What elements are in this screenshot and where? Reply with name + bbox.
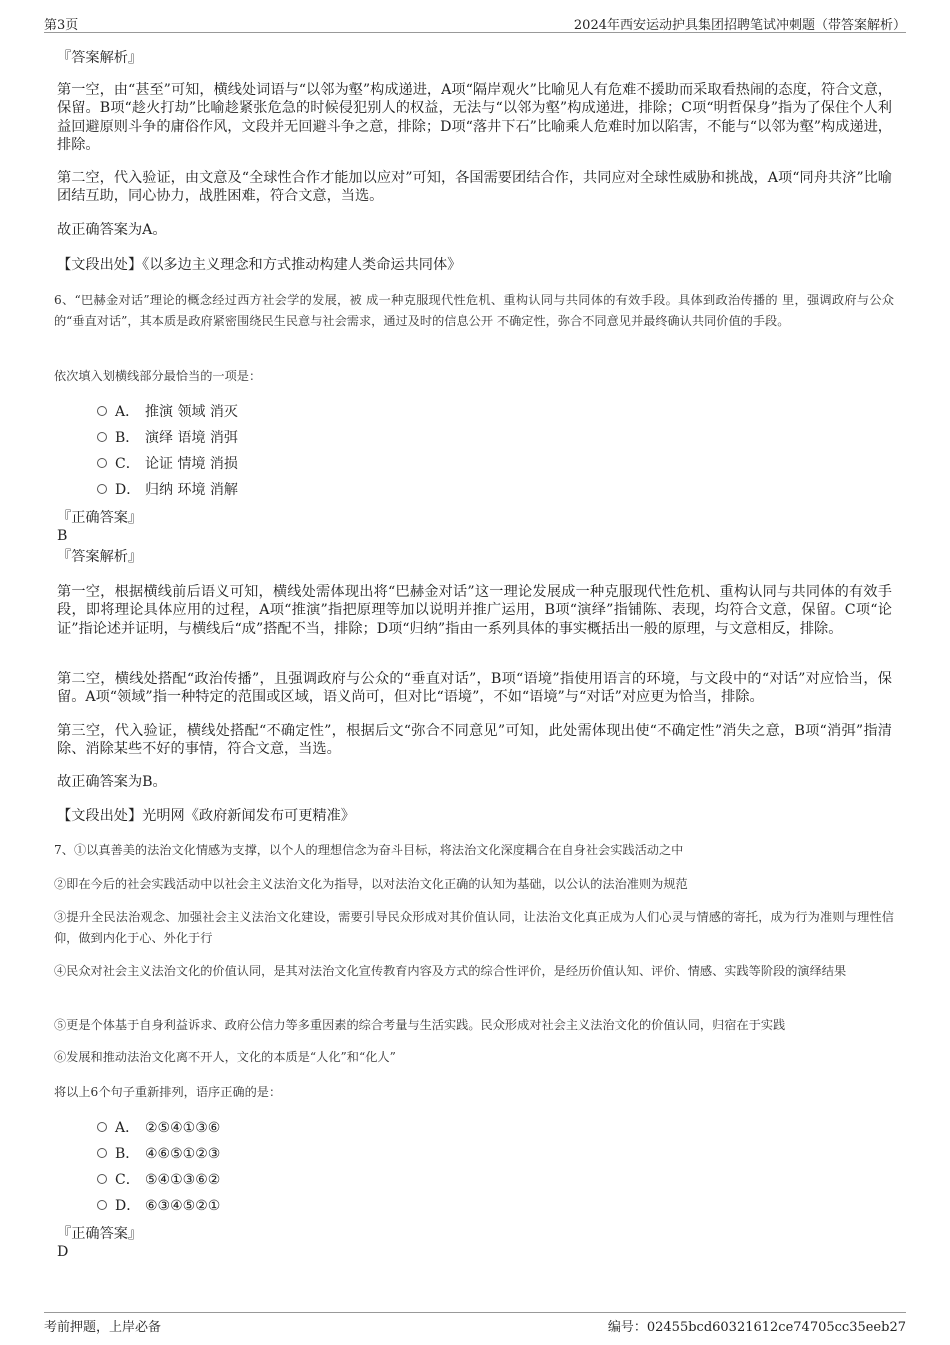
q6-option-b[interactable]: B． 演绎 语境 消弭 (97, 429, 238, 447)
q7-option-d[interactable]: D． ⑥③④⑤②① (97, 1197, 220, 1215)
q7-sentence-4: ④民众对社会主义法治文化的价值认同，是其对法治文化宣传教育内容及方式的综合性评价，是经历价值认知、评价、情感、实践等阶段的演绎结果 (54, 964, 847, 978)
q7-sentence-1: 7、①以真善美的法治文化情感为支撑，以个人的理想信念为奋斗目标，将法治文化深度耦合在自身社会实践活动之中 (54, 843, 684, 857)
q5-analysis-label: 『答案解析』 (57, 50, 143, 66)
q6-analysis-paragraph-1: 第一空，根据横线前后语义可知，横线处需体现出将“巴赫金对话”这一理论发展成一种克服现代性危机、重构认同与共同体的有效手段，即将理论具体应用的过程，A项“推演”指把原理等加以说明并推广运用，B项“演绎”指铺陈、表现，均符合文意，保留。C项“论证”指论述并证明，与横线后“成”搭配不当，排除；D项“归纳”指由一系列具体的事实概括出一般的原理，与文意相反，排除。 (57, 584, 892, 637)
q7-correct-label: 『正确答案』 (57, 1226, 143, 1242)
radio-icon[interactable] (97, 1122, 107, 1132)
q7-option-b[interactable]: B． ④⑥⑤①②③ (97, 1145, 220, 1163)
q5-source: 【文段出处】《以多边主义理念和方式推动构建人类命运共同体》 (57, 257, 462, 273)
page-header (44, 12, 906, 33)
radio-icon[interactable] (97, 1200, 107, 1210)
q5-analysis-paragraph-1: 第一空，由“甚至”可知，横线处词语与“以邻为壑”构成递进，A项“隔岸观火”比喻见人有危难不援助而采取看热闹的态度，符合文意，保留。B项“趁火打劫”比喻趁紧张危急的时候侵犯别人的权益，无法与“以邻为壑”构成递进，排除；C项“明哲保身”指为了保住个人利益回避原则斗争的庸俗作风，文段并无回避斗争之意，排除；D项“落井下石”比喻乘人危难时加以陷害，不能与“以邻为壑”构成递进，排除。 (57, 82, 892, 154)
radio-icon[interactable] (97, 432, 107, 442)
radio-icon[interactable] (97, 458, 107, 468)
q5-conclusion: 故正确答案为A。 (57, 222, 167, 238)
q6-analysis-paragraph-3: 第三空，代入验证，横线处搭配“不确定性”，根据后文“弥合不同意见”可知，此处需体现出使“不确定性”消失之意，B项“消弭”指清除、消除某些不好的事情，符合文意，当选。 (57, 723, 892, 758)
radio-icon[interactable] (97, 1174, 107, 1184)
q6-option-a[interactable]: A． 推演 领域 消灭 (97, 403, 238, 421)
radio-icon[interactable] (97, 1148, 107, 1158)
radio-icon[interactable] (97, 484, 107, 494)
q6-option-d[interactable]: D． 归纳 环境 消解 (97, 481, 238, 499)
q6-option-c[interactable]: C． 论证 情境 消损 (97, 455, 238, 473)
q7-sentence-2: ②即在今后的社会实践活动中以社会主义法治文化为指导，以对法治文化正确的认知为基础，以公认的法治准则为规范 (54, 877, 688, 891)
q6-analysis-paragraph-2: 第二空，横线处搭配“政治传播”，且强调政府与公众的“垂直对话”，B项“语境”指使用语言的环境，与文段中的“对话”对应恰当，保留。A项“领域”指一种特定的范围或区域，语义尚可，但对比“语境”，不如“语境”与“对话”对应更为恰当，排除。 (57, 671, 892, 706)
page-footer (44, 1312, 906, 1335)
q6-source: 【文段出处】光明网《政府新闻发布可更精准》 (57, 808, 355, 824)
q7-correct-answer: D (57, 1244, 69, 1260)
q6-prompt: 依次填入划横线部分最恰当的一项是： (54, 369, 262, 383)
q7-sentence-3: ③提升全民法治观念、加强社会主义法治文化建设，需要引导民众形成对其价值认同，让法治文化真正成为人们心灵与情感的寄托，成为行为准则与理性信仰，做到内化于心、外化于行 (54, 910, 894, 945)
footer-slogan: 考前押题，上岸必备 (44, 1320, 162, 1335)
q5-analysis-paragraph-2: 第二空，代入验证，由文意及“全球性合作才能加以应对”可知，各国需要团结合作，共同应对全球性威胁和挑战，A项“同舟共济”比喻团结互助，同心协力，战胜困难，符合文意，当选。 (57, 170, 892, 205)
q7-sentence-5: ⑤更是个体基于自身利益诉求、政府公信力等多重因素的综合考量与生活实践。民众形成对社会主义法治文化的价值认同，归宿在于实践 (54, 1018, 786, 1032)
q6-correct-answer: B (57, 528, 68, 544)
radio-icon[interactable] (97, 406, 107, 416)
q7-option-a[interactable]: A． ②⑤④①③⑥ (97, 1119, 220, 1137)
q6-correct-label: 『正确答案』 (57, 510, 143, 526)
q6-analysis-label: 『答案解析』 (57, 549, 143, 565)
q7-prompt: 将以上6个句子重新排列，语序正确的是： (54, 1085, 282, 1099)
page-number: 第3页 (44, 18, 79, 33)
q6-stem: 6、“巴赫金对话”理论的概念经过西方社会学的发展，被 成一种克服现代性危机、重构认同与共同体的有效手段。具体到政治传播的 里，强调政府与公众的“垂直对话”，其本质是政府紧密围绕民生民意与社会需求，通过及时的信息公开 不确定性，弥合不同意见并最终确认共同价值的手段。 (54, 293, 894, 328)
q7-option-c[interactable]: C． ⑤④①③⑥② (97, 1171, 220, 1189)
document-title: 2024年西安运动护具集团招聘笔试冲刺题（带答案解析） (573, 18, 906, 33)
q6-conclusion: 故正确答案为B。 (57, 774, 167, 790)
document-id: 编号：02455bcd60321612ce74705cc35eeb27 (607, 1320, 906, 1335)
q7-sentence-6: ⑥发展和推动法治文化离不开人，文化的本质是“人化”和“化人” (54, 1050, 396, 1064)
